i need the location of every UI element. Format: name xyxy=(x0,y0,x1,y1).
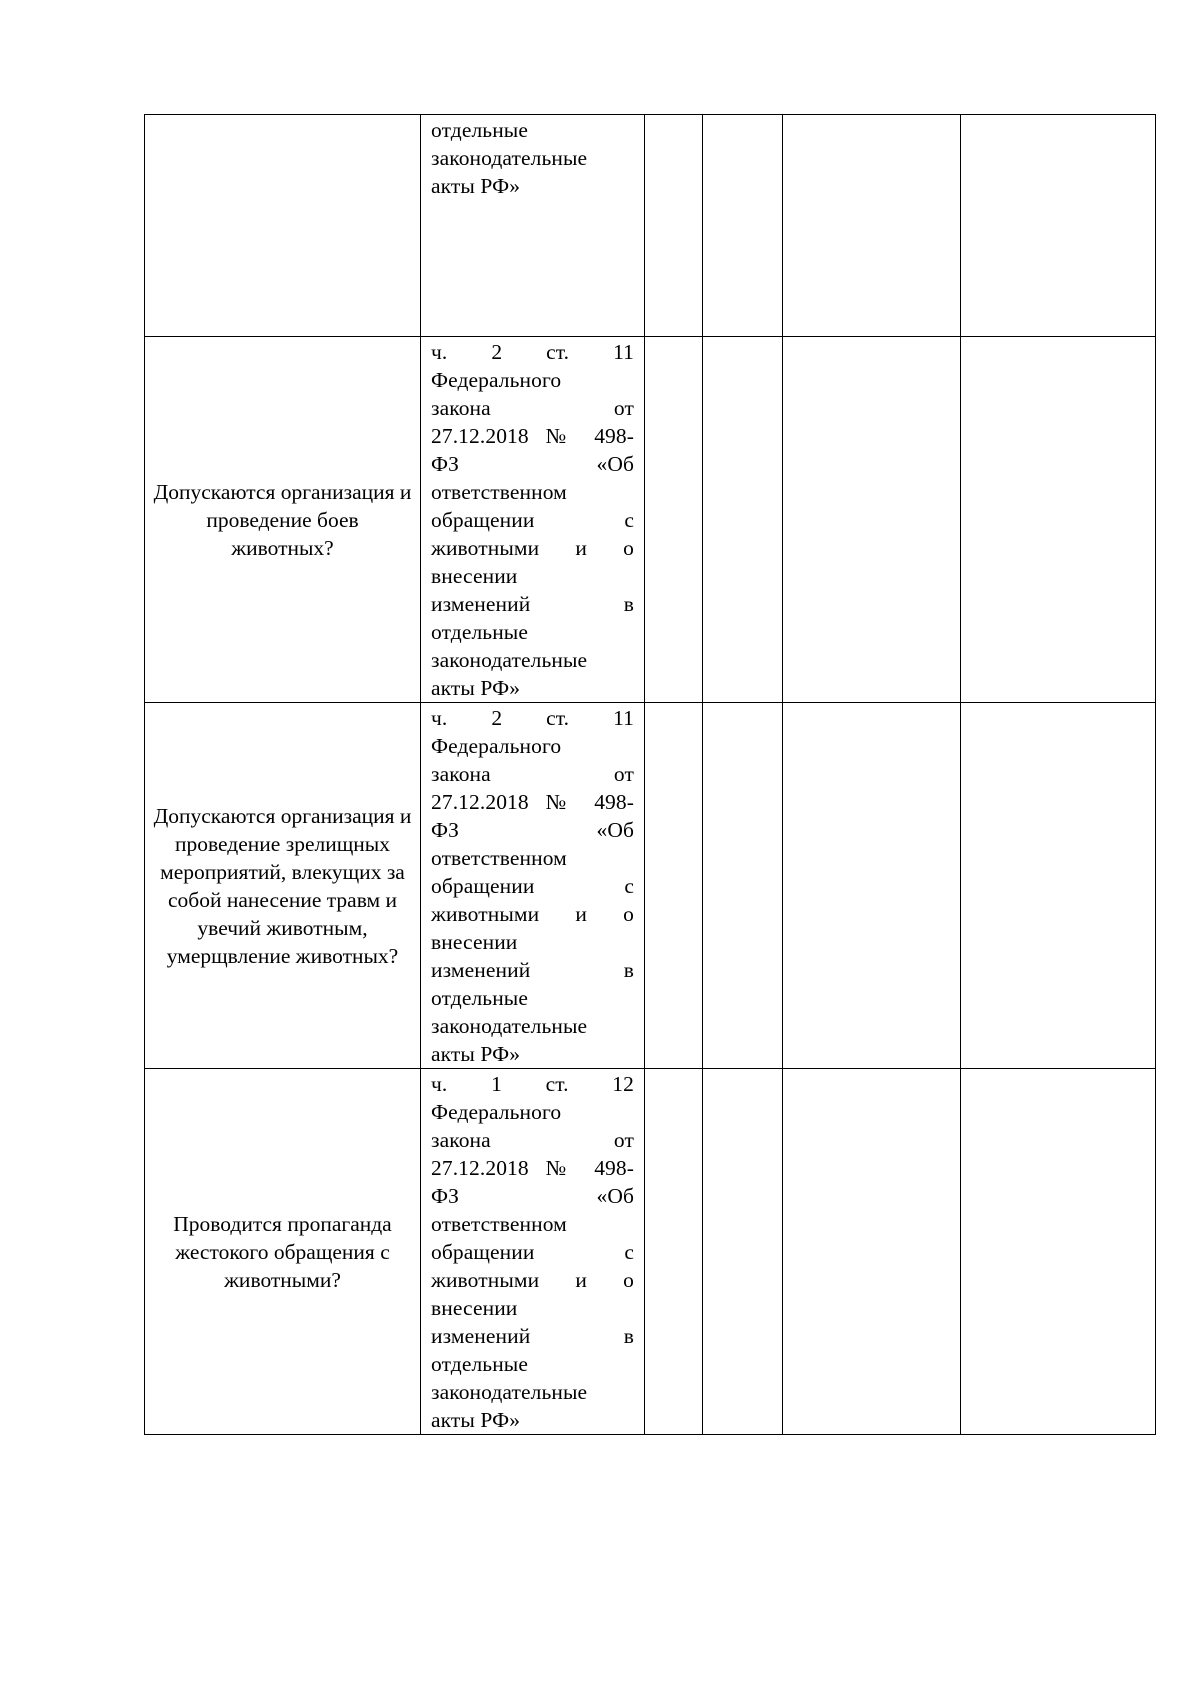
legal-basis-line: законодательные xyxy=(431,1380,588,1404)
legal-basis-cell xyxy=(421,703,645,1069)
legal-basis-line: ФЗ «Об xyxy=(431,818,634,842)
answer-yes-cell xyxy=(645,1069,703,1435)
legal-basis-line: изменений в xyxy=(431,1324,634,1348)
legal-basis-line: акты РФ» xyxy=(431,1408,521,1432)
legal-basis-line: 27.12.2018 № 498- xyxy=(431,1156,634,1180)
note-cell xyxy=(961,115,1156,337)
legal-basis-line: изменений в xyxy=(431,958,634,982)
legal-basis-line: закона от xyxy=(431,1128,634,1152)
legal-basis-line: изменений в xyxy=(431,592,634,616)
legal-basis-line: ФЗ «Об xyxy=(431,1184,634,1208)
legal-basis-line: Федерального xyxy=(431,368,562,392)
answer-yes-cell xyxy=(645,703,703,1069)
legal-basis-cell xyxy=(421,337,645,703)
legal-basis-line: внесении xyxy=(431,564,518,588)
legal-basis-line: акты РФ» xyxy=(431,1042,521,1066)
legal-basis-line: ч. 2 ст. 11 xyxy=(431,340,634,364)
legal-basis-line: закона от xyxy=(431,762,634,786)
legal-basis-line: ч. 1 ст. 12 xyxy=(431,1072,634,1096)
legal-basis-line: 27.12.2018 № 498- xyxy=(431,790,634,814)
legal-basis-line: внесении xyxy=(431,930,518,954)
legal-basis-line: отдельные xyxy=(431,118,528,142)
legal-basis-line: животными и о xyxy=(431,902,634,926)
legal-basis-line: животными и о xyxy=(431,1268,634,1292)
note-cell xyxy=(961,703,1156,1069)
table-row xyxy=(145,703,1156,1069)
legal-basis-line: Федерального xyxy=(431,734,562,758)
note-cell xyxy=(961,1069,1156,1435)
legal-basis-line: законодательные xyxy=(431,146,588,170)
legal-basis-line: акты РФ» xyxy=(431,676,521,700)
answer-yes-cell xyxy=(645,337,703,703)
legal-basis-line: обращении с xyxy=(431,874,634,898)
legal-basis-line: внесении xyxy=(431,1296,518,1320)
legal-basis-line: ответственном xyxy=(431,1212,567,1236)
legal-basis-line: ч. 2 ст. 11 xyxy=(431,706,634,730)
answer-yes-cell xyxy=(645,115,703,337)
legal-basis-line: законодательные xyxy=(431,648,588,672)
checklist-table xyxy=(144,114,1156,1435)
note-cell xyxy=(961,337,1156,703)
table-row xyxy=(145,115,1156,337)
question-cell: Проводится пропаганда жестокого обращения с животными? xyxy=(145,1069,421,1435)
legal-basis-line: закона от xyxy=(431,396,634,420)
table-row xyxy=(145,337,1156,703)
legal-basis-line: Федерального xyxy=(431,1100,562,1124)
legal-basis-line: ответственном xyxy=(431,846,567,870)
legal-basis-line: обращении с xyxy=(431,1240,634,1264)
legal-basis-line: отдельные xyxy=(431,1352,528,1376)
question-cell: Допускаются организация и проведение зрелищных мероприятий, влекущих за собой нанесение травм и увечий животным, умерщвление животных? xyxy=(145,703,421,1069)
answer-no-cell xyxy=(703,115,783,337)
legal-basis-line: акты РФ» xyxy=(431,174,521,198)
question-cell: Допускаются организация и проведение боев животных? xyxy=(145,337,421,703)
legal-basis-cell xyxy=(421,115,645,337)
legal-basis-line: ФЗ «Об xyxy=(431,452,634,476)
answer-no-cell xyxy=(703,337,783,703)
legal-basis-line: 27.12.2018 № 498- xyxy=(431,424,634,448)
legal-basis-line: обращении с xyxy=(431,508,634,532)
answer-no-cell xyxy=(703,703,783,1069)
legal-basis-line: животными и о xyxy=(431,536,634,560)
legal-basis-line: отдельные xyxy=(431,620,528,644)
legal-basis-line: ответственном xyxy=(431,480,567,504)
answer-not-applicable-cell xyxy=(783,337,961,703)
answer-no-cell xyxy=(703,1069,783,1435)
legal-basis-line: законодательные xyxy=(431,1014,588,1038)
answer-not-applicable-cell xyxy=(783,1069,961,1435)
answer-not-applicable-cell xyxy=(783,115,961,337)
legal-basis-line: отдельные xyxy=(431,986,528,1010)
legal-basis-cell xyxy=(421,1069,645,1435)
question-cell xyxy=(145,115,421,337)
answer-not-applicable-cell xyxy=(783,703,961,1069)
table-row xyxy=(145,1069,1156,1435)
